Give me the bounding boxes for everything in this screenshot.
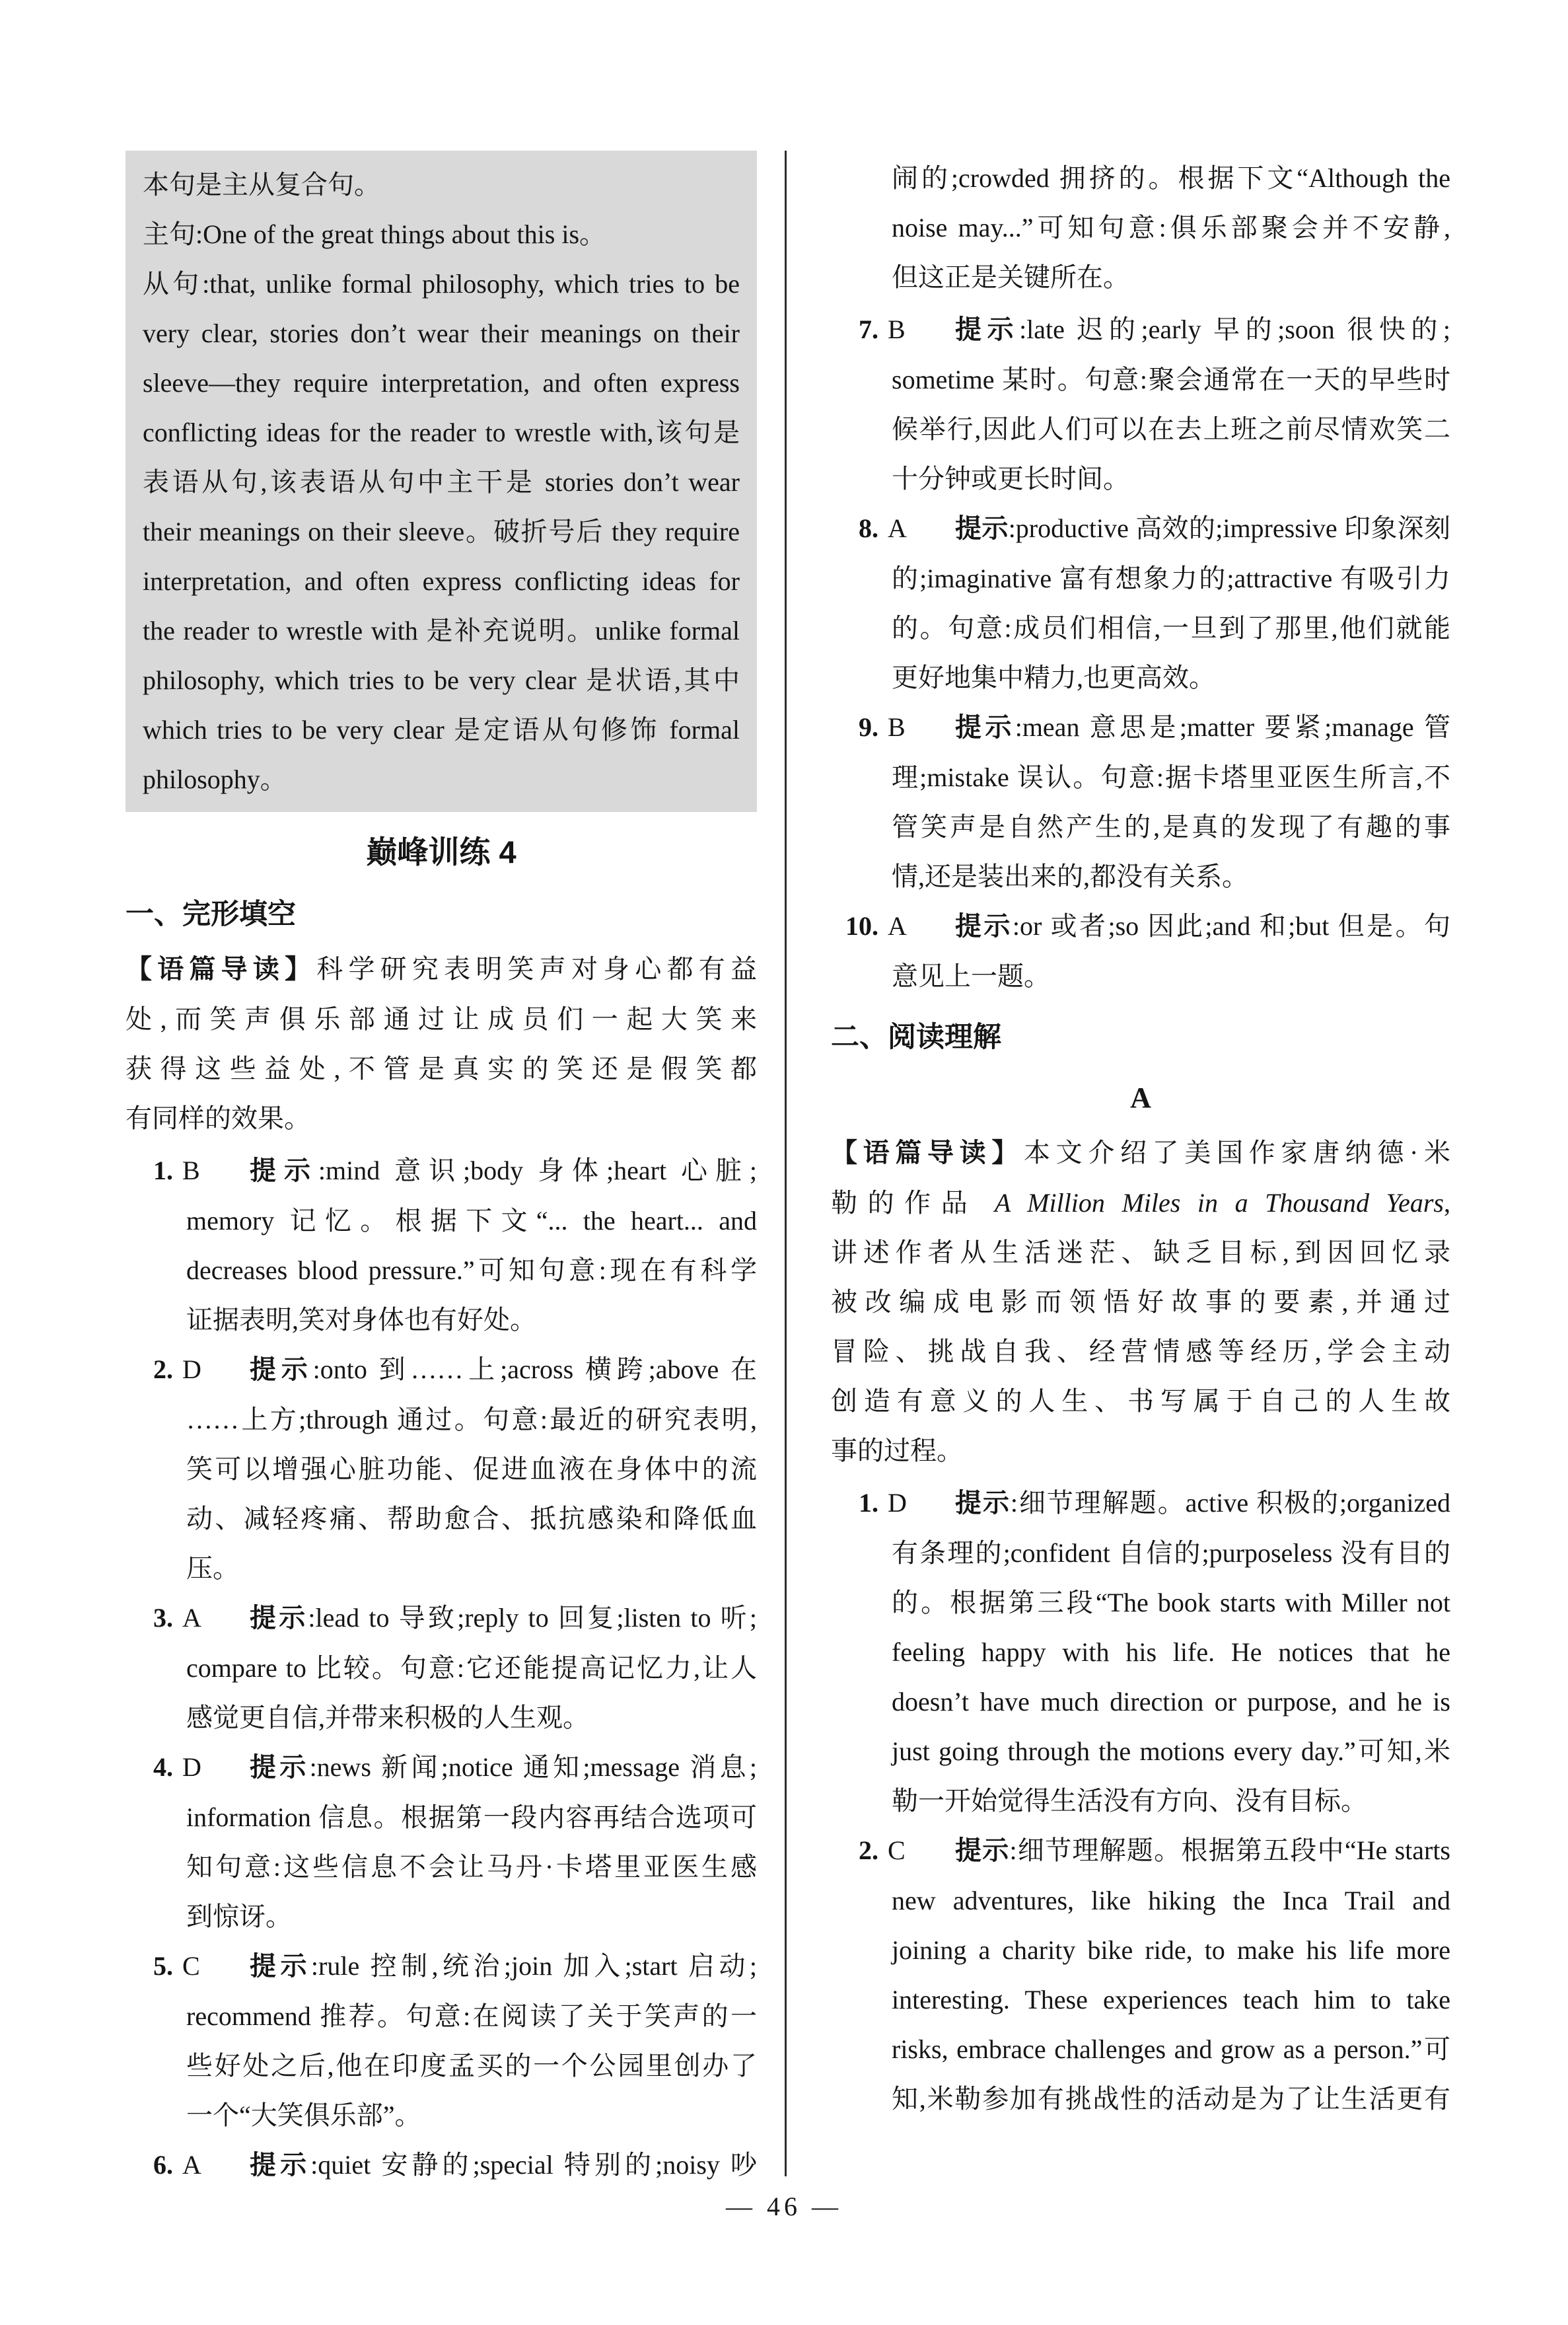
answer-explanation <box>892 305 1450 503</box>
text-line: 闹的;crowded 拥挤的。根据下文“Although the <box>892 163 1450 193</box>
bold-label: 【语篇导读】 <box>125 955 317 984</box>
text-line: 本句是主从复合句。 <box>143 170 380 200</box>
answer-item <box>831 1826 1450 2123</box>
text-run: :细节理解题。active 积极的;organized <box>1010 1488 1451 1518</box>
answer-explanation <box>892 153 1450 302</box>
text-line <box>892 901 1450 951</box>
bold-label: 提示 <box>250 1355 313 1384</box>
text-line: 情,还是装出来的,都没有关系。 <box>892 862 1248 891</box>
text-line: their meanings on their sleeve。破折号后 they require <box>143 517 740 546</box>
answer-item <box>125 1941 757 2140</box>
text-line: information 信息。根据第一段内容再结合选项可 <box>186 1802 757 1832</box>
text-line <box>186 1941 757 1991</box>
text-line <box>186 1593 757 1643</box>
text-line: interesting. These experiences teach him to take <box>892 1985 1450 2014</box>
answer-item <box>125 1742 757 1941</box>
bold-label: 提示 <box>250 1753 310 1782</box>
text-run: :mind 意识;body 身体;heart 心脏; <box>318 1156 758 1185</box>
bold-label: 提示 <box>955 912 1013 941</box>
item-number: 7. <box>859 314 878 344</box>
text-line <box>892 503 1450 554</box>
left-column <box>125 151 757 2190</box>
item-number: 2. <box>859 1835 878 1865</box>
text-run: :news 新闻;notice 通知;message 消息; <box>309 1752 757 1782</box>
column-divider-rule <box>785 151 787 2176</box>
text-line: 处,而笑声俱乐部通过让成员们一起大笑来 <box>125 1004 757 1034</box>
text-line <box>831 1128 1450 1178</box>
text-line <box>892 702 1450 753</box>
item-number: 1. <box>859 1488 878 1518</box>
text-run: 本文介绍了美国作家唐纳德·米 <box>1024 1138 1451 1167</box>
answer-explanation <box>892 901 1450 1001</box>
bold-label: 提示 <box>955 514 1009 543</box>
text-line: 从句:that, unlike formal philosophy, which tries to be <box>143 269 740 299</box>
answer-explanation <box>186 2140 757 2190</box>
text-run: :mean 意思是;matter 要紧;manage 管 <box>1015 712 1450 742</box>
text-line: 理;mistake 误认。句意:据卡塔里亚医生所言,不 <box>892 762 1450 792</box>
answer-letter: D <box>182 1752 201 1782</box>
text-line: 更好地集中精力,也更高效。 <box>892 663 1215 692</box>
answer-explanation <box>186 1345 757 1593</box>
answer-item <box>831 305 1450 503</box>
text-line: 意见上一题。 <box>892 961 1050 991</box>
text-line: sleeve—they require interpretation, and often express <box>143 368 740 398</box>
text-line: noise may...”可知句意:俱乐部聚会并不安静, <box>892 213 1450 242</box>
text-line: 表语从句,该表语从句中主干是 stories don’t wear <box>143 467 740 497</box>
answer-item <box>831 901 1450 1001</box>
text-run: :细节理解题。根据第五段中“He starts <box>1009 1835 1450 1865</box>
page-number: — 46 — <box>726 2192 842 2221</box>
bold-label: 提示 <box>955 1489 1011 1518</box>
text-line: 动、减轻疼痛、帮助愈合、抵抗感染和降低血压。 <box>186 1504 757 1583</box>
text-line: the reader to wrestle with 是补充说明。unlike formal <box>143 616 740 646</box>
text-line <box>186 1146 757 1196</box>
text-line: 知,米勒参加有挑战性的活动是为了让生活更有 <box>892 2084 1450 2114</box>
item-number: 3. <box>153 1603 173 1633</box>
answer-letter: B <box>182 1156 200 1185</box>
text-line: new adventures, like hiking the Inca Trail and <box>892 1886 1450 1915</box>
text-line: 创造有意义的人生、书写属于自己的人生故 <box>831 1386 1450 1416</box>
text-line: 勒一开始觉得生活没有方向、没有目标。 <box>892 1786 1367 1816</box>
text-line: ……上方;through 通过。句意:最近的研究表明, <box>186 1405 757 1434</box>
text-line: which tries to be very clear 是定语从句修饰 formal <box>143 715 740 745</box>
text-line: conflicting ideas for the reader to wrestle with,该句是 <box>143 418 740 447</box>
text-run: :rule 控制,统治;join 加入;start 启动; <box>310 1951 758 1981</box>
bold-label: 提示 <box>250 1604 308 1633</box>
cloze-intro-paragraph <box>125 944 757 1143</box>
answer-letter: C <box>182 1951 200 1981</box>
item-number: 1. <box>153 1156 173 1185</box>
text-line: 感觉更自信,并带来积极的人生观。 <box>186 1703 589 1732</box>
item-number: 2. <box>153 1354 173 1384</box>
text-line: 的;imaginative 富有想象力的;attractive 有吸引力 <box>892 564 1450 593</box>
answer-explanation <box>892 503 1450 702</box>
text-line: philosophy, which tries to be very clear 是状语,其中 <box>143 665 740 695</box>
text-line: joining a charity bike ride, to make his life more <box>892 1935 1450 1965</box>
text-line: philosophy。 <box>143 764 287 794</box>
text-line: 但这正是关键所在。 <box>892 262 1129 292</box>
text-line: 主句:One of the great things about this is。 <box>143 219 606 249</box>
answer-item <box>125 1593 757 1742</box>
text-line: 候举行,因此人们可以在去上班之前尽情欢笑二 <box>892 414 1450 444</box>
training-title: 巅峰训练 4 <box>366 834 517 869</box>
answer-item <box>831 702 1450 901</box>
answer-item <box>831 1478 1450 1826</box>
item-number: 9. <box>859 712 878 742</box>
text-line: 有条理的;confident 自信的;purposeless 没有目的 <box>892 1538 1450 1568</box>
passage-a-label: A <box>1130 1082 1151 1114</box>
text-line: risks, embrace challenges and grow as a person.”可 <box>892 2034 1450 2064</box>
text-line: 讲述作者从生活迷茫、缺乏目标,到因回忆录 <box>831 1237 1450 1267</box>
bold-label: 提示 <box>250 1156 318 1185</box>
text-line: recommend 推荐。句意:在阅读了关于笑声的一 <box>186 2001 757 2031</box>
answer-explanation <box>892 702 1450 901</box>
answer-item <box>125 2140 757 2190</box>
reading-answers-1-2 <box>831 1478 1450 2123</box>
text-run: 勒的作品 <box>831 1188 995 1218</box>
answer-item <box>125 1146 757 1345</box>
item-number: 10. <box>845 911 878 941</box>
answer-letter: D <box>182 1354 201 1384</box>
bold-label: 提示 <box>955 315 1020 344</box>
text-run: :lead to 导致;reply to 回复;listen to 听; <box>308 1603 757 1633</box>
text-line <box>892 1826 1450 1876</box>
cloze-answers-1-6 <box>125 1146 757 2190</box>
text-line: compare to 比较。句意:它还能提高记忆力,让人 <box>186 1653 757 1683</box>
answer-explanation <box>186 1941 757 2140</box>
text-line: feeling happy with his life. He notices that he <box>892 1637 1450 1667</box>
text-line: 的。句意:成员们相信,一旦到了那里,他们就能 <box>892 613 1450 643</box>
text-line: 些好处之后,他在印度孟买的一个公园里创办了 <box>186 2051 757 2081</box>
answer-letter: D <box>888 1488 907 1518</box>
bold-label: 【语篇导读】 <box>831 1138 1024 1167</box>
answer-explanation <box>186 1742 757 1941</box>
text-line <box>892 305 1450 355</box>
answer-letter: B <box>888 314 906 344</box>
item-number: 6. <box>153 2150 173 2180</box>
text-line: very clear, stories don’t wear their meanings on their <box>143 318 740 348</box>
bold-label: 提示 <box>955 1836 1010 1865</box>
text-run: :or 或者;so 因此;and 和;but 但是。句 <box>1012 911 1450 941</box>
answer-letter: A <box>888 911 907 941</box>
answer-letter: A <box>182 2150 201 2180</box>
answer-letter: A <box>182 1603 201 1633</box>
text-line: 到惊讶。 <box>186 1901 292 1931</box>
answer-item <box>831 153 1450 302</box>
item-number: 8. <box>859 513 878 543</box>
answer-letter: A <box>888 513 907 543</box>
text-run: :onto 到……上;across 横跨;above 在 <box>312 1354 758 1384</box>
text-line: 被改编成电影而领悟好故事的要素,并通过 <box>831 1287 1450 1317</box>
text-line: 有同样的效果。 <box>125 1103 310 1133</box>
text-line <box>831 1178 1450 1228</box>
text-run: :quiet 安静的;special 特别的;noisy 吵 <box>310 2150 757 2180</box>
item-number: 5. <box>153 1951 173 1981</box>
section-cloze-title: 一、完形填空 <box>125 899 296 930</box>
text-line: 冒险、挑战自我、经营情感等经历,学会主动 <box>831 1337 1450 1366</box>
section-reading-title: 二、阅读理解 <box>831 1021 1001 1053</box>
answer-explanation <box>186 1146 757 1345</box>
text-line: doesn’t have much direction or purpose, and he is <box>892 1687 1450 1716</box>
text-line: just going through the motions every day.”可知,米 <box>892 1736 1450 1766</box>
text-run: :productive 高效的;impressive 印象深刻 <box>1008 513 1450 543</box>
text-line <box>186 1742 757 1792</box>
answer-letter: B <box>888 712 906 742</box>
item-number: 4. <box>153 1752 173 1782</box>
text-run: :late 迟的;early 早的;soon 很快的; <box>1019 314 1451 344</box>
text-run: 科学研究表明笑声对身心都有益 <box>316 954 758 984</box>
bold-label: 提示 <box>250 2151 311 2180</box>
text-line: 十分钟或更长时间。 <box>892 464 1129 494</box>
text-line <box>186 1345 757 1395</box>
answer-explanation <box>186 1593 757 1742</box>
book-title-italic: A Million Miles in a Thousand Years <box>994 1188 1444 1218</box>
text-line: sometime 某时。句意:聚会通常在一天的早些时 <box>892 365 1450 394</box>
text-run: , <box>1444 1188 1450 1218</box>
text-line <box>892 1478 1450 1528</box>
answer-letter: C <box>888 1835 906 1865</box>
text-line: 知句意:这些信息不会让马丹·卡塔里亚医生感 <box>186 1852 757 1882</box>
answer-explanation <box>892 1478 1450 1826</box>
answer-explanation <box>892 1826 1450 2123</box>
sentence-analysis-box <box>125 151 757 812</box>
text-line <box>186 2140 757 2190</box>
cloze-answer-6-continuation <box>831 153 1450 302</box>
text-line: interpretation, and often express conflicting ideas for <box>143 566 740 596</box>
right-column <box>831 151 1450 2123</box>
text-line: memory 记忆。根据下文“... the heart... and <box>186 1206 757 1236</box>
answer-item <box>831 503 1450 702</box>
text-line: 笑可以增强心脏功能、促进血液在身体中的流 <box>186 1454 757 1484</box>
text-line <box>125 944 757 994</box>
cloze-answers-7-10 <box>831 305 1450 1001</box>
text-line: 事的过程。 <box>831 1436 963 1465</box>
text-line: 管笑声是自然产生的,是真的发现了有趣的事 <box>892 812 1450 842</box>
reading-intro-paragraph <box>831 1128 1450 1475</box>
text-line: 证据表明,笑对身体也有好处。 <box>186 1305 536 1335</box>
text-line: decreases blood pressure.”可知句意:现在有科学 <box>186 1255 757 1285</box>
text-line: 一个“大笑俱乐部”。 <box>186 2100 421 2130</box>
bold-label: 提示 <box>250 1952 311 1981</box>
text-line: 获得这些益处,不管是真实的笑还是假笑都 <box>125 1054 757 1084</box>
bold-label: 提示 <box>955 713 1015 742</box>
text-line: 的。根据第三段“The book starts with Miller not <box>892 1588 1450 1617</box>
answer-item <box>125 1345 757 1593</box>
